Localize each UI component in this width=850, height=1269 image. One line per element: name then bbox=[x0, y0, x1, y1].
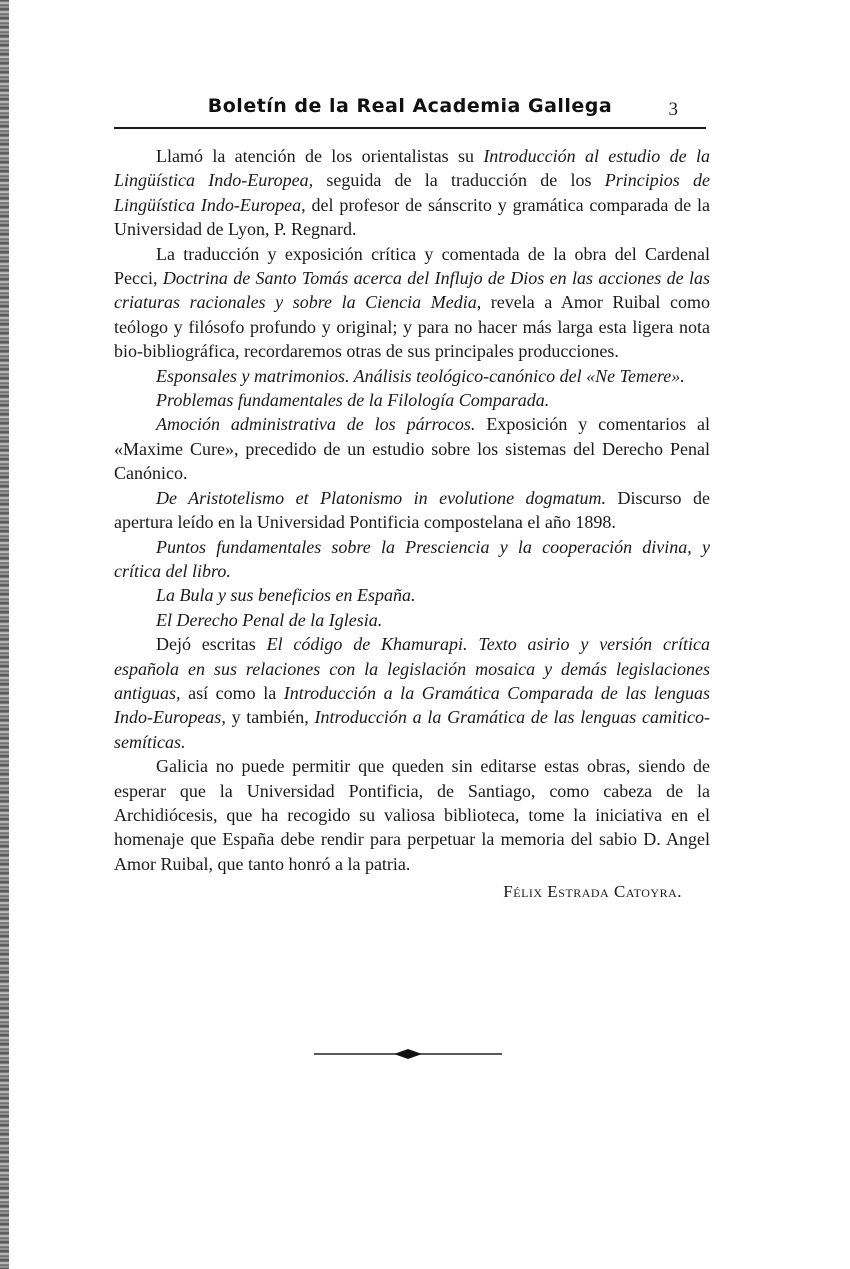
text-run: Discurso de apertura leído en la Universidad Pontificia compostelana el año 1898. bbox=[114, 487, 710, 533]
paragraph-traduccion bbox=[114, 242, 710, 364]
text-run: revela a Amor Ruibal como teólogo y filósofo profundo y original; y para no hacer más larga esta ligera nota bio-bibliográfica, recordaremos otras de sus principales producciones. bbox=[114, 292, 710, 362]
article-body bbox=[114, 144, 710, 905]
work-title: Esponsales y matrimonios. Análisis teológico-canónico del «Ne Temere». bbox=[156, 365, 685, 386]
work-title: Introducción a la Gramática Comparada de las lenguas Indo-Europeas, bbox=[114, 682, 710, 728]
work-entry-problemas bbox=[114, 388, 710, 412]
work-title: El Derecho Penal de la Iglesia. bbox=[156, 609, 383, 630]
text-run: del profesor de sánscrito y gramática comparada de la Universidad de Lyon, P. Regnard. bbox=[114, 194, 710, 240]
author-signature: Félix Estrada Catoyra. bbox=[503, 882, 682, 902]
text-run: y también, bbox=[225, 707, 315, 728]
work-title: Puntos fundamentales sobre la Presciencia y la cooperación divina, y crítica del libro. bbox=[114, 536, 710, 581]
work-title: Amoción administrativa de los párrocos. bbox=[156, 414, 476, 435]
text-run: así como la bbox=[180, 682, 284, 703]
text-run: Llamó la atención de los orientalistas su bbox=[156, 146, 484, 166]
text-run: seguida de la traducción de los bbox=[313, 170, 605, 191]
text-run: Dejó escritas bbox=[156, 634, 267, 655]
running-header bbox=[114, 93, 706, 129]
work-entry-esponsales bbox=[114, 364, 710, 388]
scan-edge-shadow bbox=[0, 0, 9, 1269]
work-title: Doctrina de Santo Tomás acerca del Influjo de Dios en las acciones de las criaturas racionales y sobre la Ciencia Media, bbox=[114, 268, 710, 313]
paragraph-galicia bbox=[114, 754, 710, 876]
work-title: Problemas fundamentales de la Filología Comparada. bbox=[156, 390, 550, 411]
work-entry-puntos bbox=[114, 535, 710, 584]
paragraph-dejo-escritas bbox=[114, 632, 710, 754]
work-title: La Bula y sus beneficios en España. bbox=[156, 585, 416, 606]
work-title: De Aristotelismo et Platonismo in evolutione dogmatum. bbox=[156, 487, 607, 508]
paragraph-orientalistas bbox=[114, 144, 710, 242]
work-title: Introducción a la Gramática de las lenguas camitico-semíticas. bbox=[114, 707, 711, 752]
work-entry-aristotelismo bbox=[114, 486, 710, 535]
journal-title: Boletín de la Real Academia Gallega bbox=[207, 95, 613, 117]
work-title: El código de Khamurapi. Texto asirio y versión crítica española en sus relaciones con la legislación mosaica y demás legislaciones antiguas, bbox=[114, 634, 710, 703]
text-run: Exposición y comentarios al «Maxime Cure», precedido de un estudio sobre los sistemas del Derecho Penal Canónico. bbox=[114, 414, 710, 484]
text-run: La traducción y exposición crítica y comentada de la obra del Cardenal Pecci, bbox=[114, 243, 710, 289]
work-entry-derecho-penal bbox=[114, 608, 710, 632]
text-run: Galicia no puede permitir que queden sin editarse estas obras, siendo de esperar que la Universidad Pontificia, de Santiago, como cabeza de la Archidiócesis, que ha recogido su valiosa biblioteca, tome la iniciativa en el homenaje que España debe rendir para perpetuar la memoria del sabio D. Angel Amor Ruibal, que tanto honró a la patria. bbox=[114, 756, 710, 874]
work-title: Introducción al estudio de la Lingüística Indo-Europea, bbox=[114, 146, 710, 191]
work-title: Principios de Lingüística Indo-Europea, bbox=[114, 170, 710, 215]
end-ornament-icon bbox=[312, 1044, 504, 1064]
work-entry-bula bbox=[114, 583, 710, 607]
work-entry-amocion bbox=[114, 412, 710, 485]
page-number: 3 bbox=[668, 99, 678, 120]
